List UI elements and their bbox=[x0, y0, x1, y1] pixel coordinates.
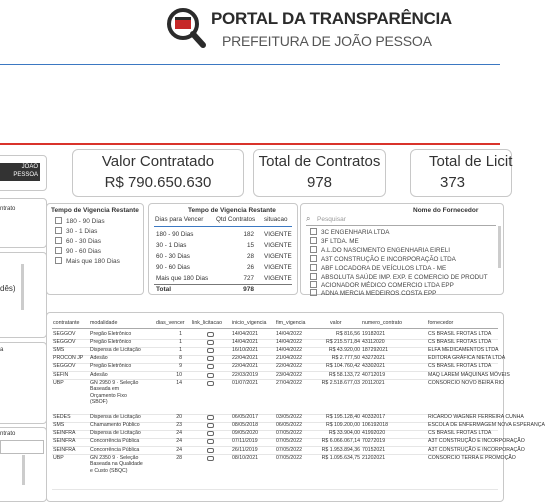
cell-i: EDITORA GRÁFICA NIETA LTDA bbox=[428, 355, 506, 362]
cell-e: 22/03/2019 bbox=[232, 371, 258, 378]
table-row[interactable] bbox=[52, 339, 498, 347]
link-icon[interactable] bbox=[207, 415, 214, 420]
cell-a: SMS bbox=[53, 422, 65, 429]
cell-i: CONSORCIO NOVO BEIRA RIO bbox=[428, 379, 505, 386]
checkbox-icon bbox=[310, 273, 317, 280]
cell-f: 21/04/2022 bbox=[276, 355, 302, 362]
cell-e: 07/11/2019 bbox=[232, 438, 258, 445]
cell-g: R$ 33.904,00 bbox=[328, 430, 360, 437]
fornecedor-option[interactable]: A3T CONSTRUÇÃO E INCORPORAÇÃO LTDA bbox=[310, 255, 456, 263]
table-row[interactable] bbox=[52, 446, 525, 455]
left-slicer-label-2: a bbox=[0, 347, 4, 353]
checkbox-icon bbox=[310, 246, 317, 253]
table-row[interactable]: Mais que 180 Dias 727 VIGENTE bbox=[156, 275, 292, 282]
table-row[interactable] bbox=[52, 414, 524, 422]
kpi-value: 978 bbox=[306, 174, 333, 191]
cell-c: 20 bbox=[176, 414, 182, 421]
link-icon[interactable] bbox=[207, 340, 214, 345]
header-divider bbox=[154, 226, 292, 227]
cell-h: 43302021 bbox=[362, 363, 386, 370]
column-header[interactable]: situacao bbox=[264, 216, 288, 223]
cell-g: R$ 1.095.634,75 bbox=[321, 454, 360, 461]
kpi-title: Valor Contratado bbox=[101, 153, 215, 170]
cell-a: SMS bbox=[53, 347, 65, 354]
link-icon[interactable] bbox=[207, 373, 214, 378]
cell-a: SEINFRA bbox=[53, 438, 76, 445]
cell-i: ESCOLA DE ENFERMAGEM NOVA ESPERANÇA bbox=[428, 422, 545, 429]
cell-c: 14 bbox=[176, 379, 182, 386]
table-row[interactable] bbox=[52, 379, 505, 414]
cell-e: 01/07/2021 bbox=[232, 379, 258, 386]
cell-a: SEGGOV bbox=[53, 339, 76, 346]
cell-i: A3T CONSTRUÇÃO E INCORPORAÇÃO bbox=[428, 446, 525, 453]
cell-h: 70272019 bbox=[362, 438, 386, 445]
cell-e: 09/05/2020 bbox=[232, 430, 258, 437]
cell-h: 41992020 bbox=[362, 430, 386, 437]
table-row[interactable]: 90 - 60 Dias 26 VIGENTE bbox=[156, 264, 292, 271]
cell-g: R$ 104.760,42 bbox=[325, 363, 360, 370]
cell-f: 07/05/2022 bbox=[276, 446, 302, 453]
table-row[interactable]: 30 - 1 Dias 15 VIGENTE bbox=[156, 242, 292, 249]
header-divider bbox=[52, 328, 498, 329]
joao-pessoa-logo: JOÃO PESSOA bbox=[0, 163, 40, 181]
cell-g: R$ 109.200,00 bbox=[325, 422, 360, 429]
cell-c: 24 bbox=[176, 438, 182, 445]
cell-e: 22/04/2021 bbox=[232, 363, 258, 370]
cell-c: 1 bbox=[179, 347, 182, 354]
column-header[interactable]: link_licitacao bbox=[192, 320, 223, 326]
checkbox-icon bbox=[310, 289, 317, 296]
cell-b: GN 2350 9 · Seleção Baseada na Qualidade e Custo (SBQC) bbox=[90, 454, 143, 474]
table-row[interactable] bbox=[52, 331, 498, 339]
left-slicer-panel-2[interactable] bbox=[0, 342, 47, 424]
table-total-row bbox=[154, 284, 292, 294]
table-row[interactable]: 60 - 30 Dias 28 VIGENTE bbox=[156, 253, 292, 260]
cell-a: SEINFRA bbox=[53, 430, 76, 437]
link-icon[interactable] bbox=[207, 431, 214, 436]
fornecedor-option[interactable]: ADNA MERCIA MEDEIROS COSTA EPP bbox=[310, 289, 436, 297]
cell-a: UBP bbox=[53, 454, 64, 461]
cell-f: 14/04/2022 bbox=[276, 339, 302, 346]
link-icon[interactable] bbox=[207, 348, 214, 353]
left-slicer-label: dês) bbox=[0, 284, 16, 293]
cell-g: R$ 2.518.677,03 bbox=[321, 379, 360, 386]
cell-c: 8 bbox=[179, 355, 182, 362]
table-row[interactable] bbox=[52, 430, 498, 438]
cell-g: R$ 58.133,72 bbox=[328, 371, 360, 378]
cell-e: 06/05/2017 bbox=[232, 414, 258, 421]
cell-e: 22/04/2021 bbox=[232, 355, 258, 362]
cell-c: 9 bbox=[179, 363, 182, 370]
cell-f: 14/04/2022 bbox=[276, 331, 302, 337]
cell-b: Chamamento Público bbox=[90, 422, 140, 429]
cell-g: R$ 43.920,00 bbox=[328, 347, 360, 354]
cell-e: 26/11/2019 bbox=[232, 446, 258, 453]
total-value: 978 bbox=[243, 286, 254, 293]
portal-title: PORTAL DA TRANSPARÊNCIA bbox=[211, 9, 452, 28]
column-header[interactable]: Qtd Contratos bbox=[216, 216, 256, 223]
column-header[interactable]: contratante bbox=[53, 320, 80, 326]
checkbox-icon bbox=[310, 237, 317, 244]
checkbox-icon bbox=[55, 247, 62, 254]
total-label: Total bbox=[156, 286, 172, 293]
scrollbar[interactable] bbox=[21, 264, 24, 310]
link-icon[interactable] bbox=[207, 381, 214, 386]
checkbox-icon bbox=[310, 255, 317, 262]
checkbox-icon bbox=[55, 217, 62, 224]
cell-a: UBP bbox=[53, 379, 64, 386]
link-icon[interactable] bbox=[207, 364, 214, 369]
cell-b: Concorrência Pública bbox=[90, 446, 140, 453]
search-placeholder: Pesquisar bbox=[317, 216, 346, 223]
cell-f: 23/04/2022 bbox=[276, 371, 302, 378]
left-slicer-input[interactable] bbox=[0, 440, 44, 454]
column-header[interactable]: valor bbox=[330, 320, 342, 326]
cell-a: SEGGOV bbox=[53, 363, 76, 370]
column-header[interactable]: modalidade bbox=[90, 320, 118, 326]
table-row[interactable] bbox=[52, 454, 516, 489]
cell-h: 21202021 bbox=[362, 454, 386, 461]
vigencia-option[interactable]: Mais que 180 Dias bbox=[55, 257, 120, 265]
cell-f: 07/05/2022 bbox=[276, 438, 302, 445]
table-row[interactable] bbox=[52, 347, 498, 355]
cell-f: 27/04/2022 bbox=[276, 379, 302, 386]
search-icon: ⌕ bbox=[306, 214, 311, 223]
cell-b: Pregão Eletrônico bbox=[90, 331, 132, 337]
cell-g: R$ 2.777,50 bbox=[331, 355, 360, 362]
table-row[interactable] bbox=[52, 438, 525, 446]
cell-e: 16/10/2021 bbox=[232, 347, 258, 354]
cell-f: 07/05/2022 bbox=[276, 454, 302, 461]
checkbox-icon bbox=[55, 257, 62, 264]
link-icon[interactable] bbox=[207, 423, 214, 428]
cell-f: 22/04/2022 bbox=[276, 363, 302, 370]
cell-h: 19182021 bbox=[362, 331, 386, 337]
cell-h: 20112021 bbox=[362, 379, 385, 386]
cell-a: SEDES bbox=[53, 414, 71, 421]
column-header[interactable]: fornecedor bbox=[428, 320, 454, 326]
checkbox-icon bbox=[310, 264, 317, 271]
link-icon[interactable] bbox=[207, 332, 214, 337]
link-icon[interactable] bbox=[207, 448, 214, 453]
cell-f: 14/04/2022 bbox=[276, 347, 302, 354]
vigencia-option[interactable]: 180 - 90 Dias bbox=[55, 217, 105, 225]
row-divider bbox=[52, 489, 498, 490]
kpi-valor-contratado-card bbox=[72, 149, 244, 197]
cell-b: Pregão Eletrônico bbox=[90, 363, 132, 370]
cell-a: SEINFRA bbox=[53, 446, 76, 453]
scrollbar[interactable] bbox=[22, 455, 25, 485]
column-header[interactable]: fim_vigencia bbox=[276, 320, 306, 326]
cell-b: Dispensa de Licitação bbox=[90, 414, 141, 421]
cell-i: ELFA MEDICAMENTOS LTDA bbox=[428, 347, 499, 354]
cell-i: CONSORCIO TERRA E PROMOÇÃO bbox=[428, 454, 516, 461]
header-divider bbox=[0, 64, 500, 65]
cell-g: R$ 195.128,40 bbox=[325, 414, 360, 421]
cell-e: 14/04/2021 bbox=[232, 331, 258, 337]
table-row[interactable]: 180 - 90 Dias 182 VIGENTE bbox=[156, 231, 292, 238]
fornecedor-slicer-title: Nome do Fornecedor bbox=[413, 207, 479, 214]
cell-a: SEGGOV bbox=[53, 331, 76, 337]
cell-e: 14/04/2021 bbox=[232, 339, 258, 346]
cell-c: 24 bbox=[176, 446, 182, 453]
cell-i: CS BRASIL FROTAS LTDA bbox=[428, 339, 492, 346]
table-row[interactable] bbox=[52, 371, 510, 380]
cell-b: Adesão bbox=[90, 355, 108, 362]
checkbox-icon bbox=[310, 281, 317, 288]
cell-g: R$ 1.953.894,36 bbox=[321, 446, 360, 453]
vigencia-option[interactable]: 90 - 60 Dias bbox=[55, 247, 101, 255]
cell-g: R$ 816,56 bbox=[336, 331, 360, 337]
table-row[interactable] bbox=[52, 422, 545, 430]
link-icon[interactable] bbox=[207, 356, 214, 361]
cell-b: Adesão bbox=[90, 371, 108, 378]
cell-c: 23 bbox=[176, 422, 182, 429]
cell-g: R$ 6.066.067,14 bbox=[321, 438, 360, 445]
cell-i: RICARDO WAGNER FERREIRA CUNHA bbox=[428, 414, 524, 421]
cell-b: Dispensa de Licitação bbox=[90, 430, 141, 437]
kpi-total-licitacoes-card bbox=[410, 149, 512, 197]
cell-f: 06/05/2022 bbox=[276, 422, 302, 429]
cell-a: SEFIN bbox=[53, 371, 69, 378]
checkbox-icon bbox=[310, 228, 317, 235]
checkbox-icon bbox=[55, 227, 62, 234]
fornecedor-option[interactable]: 3F LTDA. ME bbox=[310, 237, 359, 245]
link-icon[interactable] bbox=[207, 456, 214, 461]
column-header[interactable]: numero_contrato bbox=[362, 320, 403, 326]
fornecedor-option[interactable]: 3C ENGENHARIA LTDA bbox=[310, 228, 389, 236]
vigencia-table-title: Tempo de Vigencia Restante bbox=[188, 207, 276, 214]
cell-h: 40332017 bbox=[362, 414, 386, 421]
cell-c: 24 bbox=[176, 430, 182, 437]
left-slicer-label-3: ntrato bbox=[0, 431, 16, 437]
report-top-bar bbox=[0, 143, 500, 145]
scrollbar[interactable] bbox=[498, 226, 501, 268]
cell-i: MAQ LAREM MÁQUINAS MÓVEIS bbox=[428, 371, 510, 378]
cell-e: 08/10/2021 bbox=[232, 454, 258, 461]
cell-c: 28 bbox=[176, 454, 182, 461]
cell-h: 43272021 bbox=[362, 355, 386, 362]
column-header[interactable]: inicio_vigencia bbox=[232, 320, 267, 326]
cell-g: R$ 215.571,84 bbox=[325, 339, 360, 346]
cell-h: 70152021 bbox=[362, 446, 386, 453]
column-header[interactable]: dias_vencer bbox=[156, 320, 185, 326]
cell-e: 08/05/2018 bbox=[232, 422, 258, 429]
cell-f: 03/05/2022 bbox=[276, 414, 302, 421]
fornecedor-option[interactable]: A.L.DO NASCIMENTO ENGENHARIA EIRELI bbox=[310, 246, 450, 254]
cell-f: 07/05/2022 bbox=[276, 430, 302, 437]
cell-c: 1 bbox=[179, 331, 182, 337]
link-icon[interactable] bbox=[207, 439, 214, 444]
cell-b: Pregão Eletrônico bbox=[90, 339, 132, 346]
fornecedor-option[interactable]: ABSOLUTA SAÚDE IMP. EXP. E COMERCIO DE PRODUT bbox=[310, 273, 488, 281]
cell-i: CS BRASIL FROTAS LTDA bbox=[428, 430, 492, 437]
table-row[interactable] bbox=[52, 363, 498, 371]
cell-h: 187292021 bbox=[362, 347, 388, 354]
kpi-value: R$ 790.650.630 bbox=[104, 174, 212, 191]
kpi-title: Total de Licit bbox=[429, 153, 513, 170]
cell-a: PROCON JP bbox=[53, 355, 84, 362]
cell-c: 1 bbox=[179, 339, 182, 346]
fornecedor-option[interactable]: ABF LOCADORA DE VEÍCULOS LTDA - ME bbox=[310, 264, 446, 272]
cell-i: CS BRASIL FROTAS LTDA bbox=[428, 363, 492, 370]
cell-h: 43112020 bbox=[362, 339, 385, 346]
cell-h: 106192018 bbox=[362, 422, 388, 429]
cell-b: Concorrência Pública bbox=[90, 438, 140, 445]
cell-c: 10 bbox=[176, 371, 182, 378]
kpi-value: 373 bbox=[440, 174, 466, 191]
kpi-title: Total de Contratos bbox=[258, 153, 381, 170]
magnifier-logo-icon bbox=[164, 6, 208, 50]
kpi-total-contratos-card bbox=[253, 149, 386, 197]
table-row[interactable] bbox=[52, 355, 506, 363]
column-header[interactable]: Dias para Vencer bbox=[155, 216, 204, 223]
checkbox-icon bbox=[55, 237, 62, 244]
cell-b: Dispensa de Licitação bbox=[90, 347, 141, 354]
cell-b: GN 2950 9 · Seleção Baseada em Orçamento Fixo (SBOF) bbox=[90, 379, 139, 406]
fornecedor-option[interactable]: ACIONADOR MÉDICO COMERCIO LTDA EPP bbox=[310, 281, 454, 289]
cell-i: CS BRASIL FROTAS LTDA bbox=[428, 331, 492, 337]
cell-i: A3T CONSTRUÇÃO E INCORPORAÇÃO bbox=[428, 438, 525, 445]
left-filter-label: ntrato bbox=[0, 206, 16, 212]
vigencia-slicer-title: Tempo de Vigencia Restante bbox=[51, 207, 139, 214]
portal-subtitle: PREFEITURA DE JOÃO PESSOA bbox=[222, 33, 432, 49]
vigencia-option[interactable]: 30 - 1 Dias bbox=[55, 227, 97, 235]
vigencia-option[interactable]: 60 - 30 Dias bbox=[55, 237, 101, 245]
cell-h: 40712019 bbox=[362, 371, 386, 378]
